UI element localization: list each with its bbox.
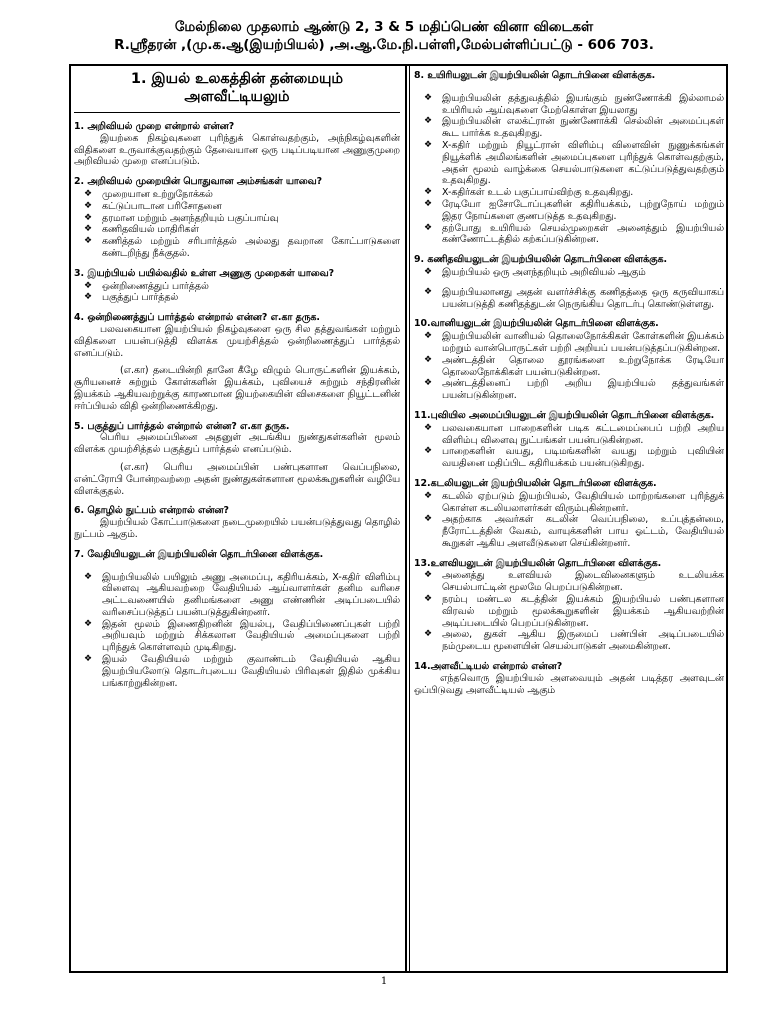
list-item: ❖ இதன் மூலம் இணைதிறனின் இயல்பு, வேதிப்பிணைப்புகள் பற்றி அறியவும் மற்றும் சிக்கலான வேதியியல் அமைப்புகளை பற்றி புரிந்துக் கொள்ளவும் முடிகிறது. bbox=[84, 618, 400, 654]
list-item: ❖ இயற்பியலின் எலக்ட்ரான் நுண்ணோக்கி செல்லின் அமைப்புகள் கூட பார்க்க உதவுகிறது. bbox=[424, 116, 724, 140]
question-6: 6. தொழில் நுட்பம் என்றால் என்ன? bbox=[74, 505, 229, 517]
question-11: 11.புவியில அமைப்பியலுடன் இயற்பியலின் தொடர்பினை விளக்குக. bbox=[414, 409, 715, 421]
bullet-icon: ❖ bbox=[424, 286, 433, 297]
question-13: 13.உளவியலுடன் இயற்பியலின் தொடர்பினை விளக்குக. bbox=[414, 557, 662, 569]
list-item: ❖ தரமான மற்றும் அளந்தறியும் பகுப்பாய்வு bbox=[84, 212, 279, 224]
answer-6: இயற்பியல் கோட்பாடுகளை நடைமுறையில் பயன்படுத்துவது தொழில் நுட்பம் ஆகும். bbox=[74, 517, 400, 540]
header-author: R.ஸ்ரீதரன் ,(மு.க.ஆ(இயற்பியல்) ,அ.ஆ.மே.நி.பள்ளி,மேல்பள்ளிப்பட்டு - 606 703. bbox=[114, 37, 654, 53]
list-item: ❖ முறையான உற்றுநோக்கல் bbox=[84, 188, 213, 200]
list-item: ❖ இயற்பியலின் தத்துவத்தில் இயங்கும் நுண்ணோக்கி இல்லாமல் உயிரியல் ஆய்வுகளை மேற்கொள்ள இயலாது bbox=[424, 92, 724, 116]
chapter-title-line1: 1. இயல் உலகத்தின் தன்மையும் bbox=[130, 71, 344, 87]
bullet-icon: ❖ bbox=[424, 92, 433, 103]
chapter-title-line2: அளவீட்டியலும் bbox=[184, 89, 290, 105]
bullet-icon: ❖ bbox=[424, 446, 433, 457]
page-number: 1 bbox=[380, 976, 388, 987]
content-frame bbox=[69, 64, 728, 973]
question-9: 9. கணிதவியலுடன் இயற்பியலின் தொடர்பினை விளக்குக. bbox=[414, 254, 668, 266]
bullet-icon: ❖ bbox=[424, 198, 433, 209]
bullet-icon: ❖ bbox=[424, 266, 433, 277]
question-1: 1. அறிவியல் முறை என்றால் என்ன? bbox=[74, 121, 235, 132]
answer-14: எந்தவொரு இயற்பியல் அளவையும் அதன் படித்தர அளவுடன் ஒப்பிடுவது அளவீட்டியல் ஆகும் bbox=[414, 672, 724, 696]
list-item: ❖ அதற்காக அவர்கள் கடலின் வெப்பநிலை, உப்புத்தன்மை, நீரோட்டத்தின் வேகம், வாயுக்களின் பாய ஓட்டம், வேதியியல் கூறுகள் ஆகிய அளவீடுகளை செய்கின்றனர். bbox=[424, 514, 724, 549]
list-item: ❖ ஒன்றிணைத்துப் பார்த்தல் bbox=[84, 280, 209, 292]
question-3: 3. இயற்பியல் பயில்வதில் உள்ள அணுகு முறைகள் யாவை? bbox=[74, 267, 335, 279]
bullet-icon: ❖ bbox=[424, 331, 433, 342]
bullet-icon: ❖ bbox=[84, 236, 93, 247]
answer-1: இயற்கை நிகழ்வுகளை புரிந்துக் கொள்வதற்கும், அந்நிகழ்வுகளின் விதிகளை உருவாக்குவதற்கும் தேவையான ஒரு படிப்படியான அணுகுமுறை அறிவியல் முறை எனப்படும். bbox=[74, 132, 400, 168]
list-item: ❖ அண்டத்தின் தொலை தூரங்களை உற்றுநோக்க ரேடியோ தொலைநோக்கிகள் பயன்படுகின்றன. bbox=[424, 354, 724, 378]
list-item: ❖ தற்போது உயிரியல் செயல்முறைகள் அனைத்தும் இயற்பியல் கண்ணோட்டத்தில் கற்கப்படுகின்றன. bbox=[424, 222, 724, 246]
question-4: 4. ஒன்றிணைத்துப் பார்த்தல் என்றால் என்ன? எ.கா தருக. bbox=[74, 312, 320, 324]
bullet-icon: ❖ bbox=[84, 654, 93, 665]
answer-13-list bbox=[414, 570, 724, 653]
list-item: ❖ நரம்பு மண்டல கடத்தின் இயக்கம் இயற்பியல் பண்புகளான விரவல் மற்றும் மூலக்கூறுகளின் இயக்கம் ஆகியவற்றின் அடிப்படையில் பெறப்படுகின்றன. bbox=[424, 594, 724, 629]
left-column bbox=[74, 66, 400, 689]
column-divider-inner bbox=[409, 66, 410, 971]
bullet-icon: ❖ bbox=[84, 280, 93, 291]
list-item: ❖ அலை, துகள் ஆகிய இருமைப் பண்பின் அடிப்படையில் நம்முடைய மூளையின் செயல்பாடுகள் அமைகின்றன. bbox=[424, 629, 724, 653]
question-5: 5. பகுத்துப் பார்த்தல் என்றால் என்ன? எ.கா தருக. bbox=[74, 420, 290, 432]
answer-8-list bbox=[414, 93, 724, 246]
list-item: ❖ இயற்பியல் ஒரு அளந்தறியும் அறிவியல் ஆகும் bbox=[424, 266, 646, 278]
bullet-icon: ❖ bbox=[84, 200, 93, 211]
list-item: ❖ கட்டுப்பாடான பரிசோதனை bbox=[84, 200, 222, 212]
answer-9-list bbox=[414, 267, 724, 310]
column-divider bbox=[405, 66, 407, 971]
list-item: ❖ பகுத்துப் பார்த்தல் bbox=[84, 292, 179, 304]
bullet-icon: ❖ bbox=[84, 212, 93, 223]
bullet-icon: ❖ bbox=[424, 139, 433, 150]
bullet-icon: ❖ bbox=[424, 629, 433, 640]
question-14: 14.அளவீட்டியல் என்றால் என்ன? bbox=[414, 661, 563, 673]
list-item: ❖ இயற்பியலின் வானியல் தொலைநோக்கிகள் கோள்களின் இயக்கம் மற்றும் வான்பொருட்கள் பற்றி அறியப் பயன்படுத்தப்படுகின்றன. bbox=[424, 331, 724, 354]
bullet-icon: ❖ bbox=[84, 224, 93, 235]
bullet-icon: ❖ bbox=[84, 618, 93, 629]
list-item: ❖ X-கதிர் மற்றும் நியூட்ரான் விளிம்பு விளைவின் நுணுக்கங்கள் நியூக்ளிக் அமிலங்களின் அமைப்புகளை புரிந்துக் கொள்வதற்கும், அதன் மூலம் வாழ்க்கை செயல்பாடுகளை கட்டுப்படுத்துவதற்கும் உதவுகிறது. bbox=[424, 139, 724, 187]
bullet-icon: ❖ bbox=[424, 490, 433, 501]
bullet-icon: ❖ bbox=[424, 354, 433, 365]
answer-2-list bbox=[74, 189, 400, 260]
answer-4: பலவகையான இயற்பியல் நிகழ்வுகளை ஒரு சில தத்துவங்கள் மற்றும் விதிகளை பயன்படுத்தி விளக்க முயற்சித்தல் ஒன்றிணைத்துப் பார்த்தல் எனப்படும். bbox=[74, 323, 400, 359]
question-7: 7. வேதியியலுடன் இயற்பியலின் தொடர்பினை விளக்குக. bbox=[74, 548, 324, 560]
bullet-icon: ❖ bbox=[84, 292, 93, 303]
bullet-icon: ❖ bbox=[424, 570, 433, 581]
list-item: ❖ கணித்தல் மற்றும் சரிபார்த்தல் அல்லது தவறான கோட்பாடுகளை கண்டறிந்து நீக்குதல். bbox=[84, 236, 400, 259]
answer-11-list bbox=[414, 423, 724, 470]
bullet-icon: ❖ bbox=[424, 594, 433, 605]
list-item: ❖ இயல் வேதியியல் மற்றும் குவாண்டம் வேதியியல் ஆகிய இயற்பியலோடு தொடர்புடைய வேதியியல் பிரிவுகள் இதில் முக்கிய பங்காற்றுகின்றன. bbox=[84, 654, 400, 689]
right-column bbox=[414, 66, 724, 696]
question-10: 10.வானியலுடன் இயற்பியலின் தொடர்பினை விளக்குக. bbox=[414, 318, 659, 330]
bullet-icon: ❖ bbox=[424, 378, 433, 389]
question-8: 8. உயிரியலுடன் இயற்பியலின் தொடர்பினை விளக்குக. bbox=[414, 70, 656, 81]
answer-10-list bbox=[414, 331, 724, 402]
list-item: ❖ ரேடியோ ஐசோடோப்புகளின் கதிரியக்கம், புற்றுநோய் மற்றும் இதர நோய்களை குணபடுத்த உதவுகிறது. bbox=[424, 198, 724, 222]
list-item: ❖ அண்டத்தினைப் பற்றி அறிய இயற்பியல் தத்துவங்கள் பயன்படுகின்றன. bbox=[424, 378, 724, 402]
bullet-icon: ❖ bbox=[84, 188, 93, 199]
page-header bbox=[60, 18, 708, 54]
bullet-icon: ❖ bbox=[424, 222, 433, 233]
bullet-icon: ❖ bbox=[84, 571, 93, 582]
list-item: ❖ கடலில் ஏற்படும் இயற்பியல், வேதியியல் மாற்றங்களை புரிந்துக் கொள்ள கடலியலாளர்கள் விரும்புகின்றனர். bbox=[424, 490, 724, 514]
chapter-title bbox=[74, 66, 400, 113]
answer-5: பெரிய அமைப்பினை அதனுள் அடங்கிய நுண்துகள்களின் மூலம் விளக்க முயற்சித்தல் பகுத்துப் பார்த்தல் எனப்படும். bbox=[74, 432, 400, 456]
list-item: ❖ இயற்பியலானது அதன் வளர்ச்சிக்கு கணிதத்தை ஒரு கருவியாகப் பயன்படுத்தி கணிதத்துடன் நெருங்கிய தொடர்பு கொண்டுள்ளது. bbox=[424, 286, 724, 310]
list-item: ❖ X-கதிர்கள் உடல் பகுப்பாய்விற்கு உதவுகிறது. bbox=[424, 187, 634, 199]
answer-7-list bbox=[74, 572, 400, 690]
question-2: 2. அறிவியல் முறையின் பொதுவான அம்சங்கள் யாவை? bbox=[74, 176, 323, 188]
list-item: ❖ இயற்பியலில் பயிலும் அணு அமைப்பு, கதிரியக்கம், X-கதிர் விளிம்பு விளைவு ஆகியவற்றை வேதியியல் ஆய்வாளர்கள் தனிம வரிசை அட்டவணையில் தனிமங்களை அணு எண்ணின் அடிப்படையில் வரிசைப்படுத்தப் பயன்படுத்துகின்றனர். bbox=[84, 571, 400, 618]
list-item: ❖ பாறைகளின் வயது, படிமங்களின் வயது மற்றும் புவியின் வயதினை மதிப்பிட கதிரியக்கம் பயன்படுகிறது. bbox=[424, 446, 724, 470]
example-5: (எ.கா) பெரிய அமைப்பின் பண்புகளான வெப்பநிலை, என்ட்ரோபி போன்றவற்றை அதன் நுண்துகள்களான மூலக்கூறுகளின் வழியே விளக்குதல். bbox=[74, 461, 400, 497]
list-item: ❖ அனைத்து உளவியல் இடைவினைகளும் உடலியக்க செயல்பாட்டின் மூலமே பெறப்படுகின்றன. bbox=[424, 570, 724, 594]
example-4: (எ.கா) தடையின்றி தானே கீழே விழும் பொருட்களின் இயக்கம், சூரியனைச் சுற்றும் கோள்களின் இயக்கம், புவியைச் சுற்றும் சந்திரனின் இயக்கம் ஆகியவற்றுக்கு காரணமான இயற்கையின் விசைகளை நியூட்டனின் ஈர்ப்பியல் விதி ஒன்றிணைக்கிறது. bbox=[74, 365, 400, 412]
bullet-icon: ❖ bbox=[424, 514, 433, 525]
header-title: மேல்நிலை முதலாம் ஆண்டு 2, 3 & 5 மதிப்பெண் வினா விடைகள் bbox=[174, 19, 594, 35]
bullet-icon: ❖ bbox=[424, 116, 433, 127]
list-item: ❖ பலவகையான பாறைகளின் படிக கட்டமைப்பைப் பற்றி அறிய விளிம்பு விளைவு நுட்பங்கள் பயன்படுகின்றன. bbox=[424, 422, 724, 446]
answer-3-list bbox=[74, 281, 400, 305]
bullet-icon: ❖ bbox=[424, 187, 433, 198]
answer-12-list bbox=[414, 491, 724, 550]
list-item: ❖ கணிதவியல் மாதிரிகள் bbox=[84, 224, 199, 236]
bullet-icon: ❖ bbox=[424, 422, 433, 433]
question-12: 12.கடலியலுடன் இயற்பியலின் தொடர்பினை விளக்குக. bbox=[414, 477, 657, 489]
